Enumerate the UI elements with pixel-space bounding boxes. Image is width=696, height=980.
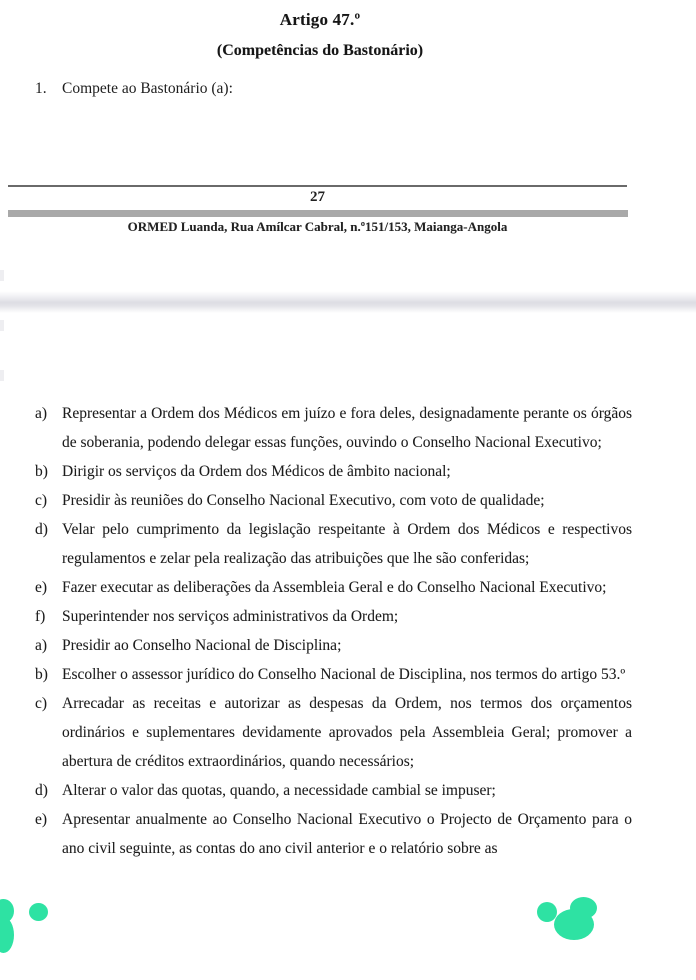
item-label: c): [35, 492, 48, 509]
item-label: a): [35, 405, 48, 422]
highlight-mark: [0, 917, 14, 953]
item-label: d): [35, 782, 48, 799]
item-text: Superintender nos serviços administrativos da Ordem;: [62, 608, 399, 625]
list-item: [0, 689, 648, 776]
list-item: [0, 486, 648, 515]
item-label: f): [35, 608, 46, 625]
item-label: d): [35, 521, 48, 538]
item-text: Representar a Ordem dos Médicos em juízo e fora deles, designadamente perante os órgãos de soberania, podendo delegar essas funções, ouvindo o Conselho Nacional Executivo;: [62, 405, 632, 451]
item-label: e): [35, 811, 48, 828]
intro-number: 1.: [35, 80, 47, 97]
list-item: [0, 602, 648, 631]
footer-address: ORMED Luanda, Rua Amílcar Cabral, n.º151/153, Maianga-Angola: [127, 219, 508, 234]
item-label: c): [35, 695, 48, 712]
footer-thick-bar: [8, 210, 628, 217]
item-text: Dirigir os serviços da Ordem dos Médicos de âmbito nacional;: [62, 463, 451, 480]
competencies-list: [0, 399, 648, 863]
item-text: Arrecadar as receitas e autorizar as despesas da Ordem, nos termos dos orçamentos ordinários e suplementares devidamente aprovados pela Assembleia Geral; promover a abertura de créditos extraordinários, quando necessários;: [62, 695, 632, 770]
page-number: 27: [310, 189, 325, 205]
item-label: b): [35, 666, 48, 683]
item-label: e): [35, 579, 48, 596]
scan-artifact: [0, 270, 4, 281]
list-item: [0, 660, 648, 689]
intro-paragraph: [35, 80, 615, 98]
item-text: Velar pelo cumprimento da legislação respeitante à Ordem dos Médicos e respectivos regulamentos e zelar pela realização das atribuições que lhe são conferidas;: [62, 521, 632, 567]
article-subtitle: (Competências do Bastonário): [216, 42, 424, 59]
item-text: Escolher o assessor jurídico do Conselho Nacional de Disciplina, nos termos do artigo 53.º: [62, 666, 626, 683]
scan-artifact: [0, 370, 4, 381]
item-text: Apresentar anualmente ao Conselho Nacional Executivo o Projecto de Orçamento para o ano civil seguinte, as contas do ano civil anterior e o relatório sobre as: [62, 811, 632, 857]
list-item: [0, 631, 648, 660]
list-item: [0, 399, 648, 457]
intro-text: Compete ao Bastonário (a):: [62, 80, 233, 97]
item-text: Presidir às reuniões do Conselho Nacional Executivo, com voto de qualidade;: [62, 492, 545, 509]
footer-rule-line: [8, 185, 627, 187]
highlight-mark: [554, 909, 594, 940]
page-break-separator: [0, 291, 696, 313]
list-item: [0, 457, 648, 486]
item-label: a): [35, 637, 48, 654]
list-item: [0, 776, 648, 805]
item-text: Alterar o valor das quotas, quando, a necessidade cambial se impuser;: [62, 782, 496, 799]
highlight-mark: [29, 903, 48, 921]
item-label: b): [35, 463, 48, 480]
scan-artifact: [0, 320, 4, 331]
list-item: [0, 573, 648, 602]
list-item: [0, 515, 648, 573]
article-title: Artigo 47.º: [279, 10, 361, 29]
item-text: Fazer executar as deliberações da Assembleia Geral e do Conselho Nacional Executivo;: [62, 579, 607, 596]
list-item: [0, 805, 648, 863]
item-text: Presidir ao Conselho Nacional de Disciplina;: [62, 637, 342, 654]
